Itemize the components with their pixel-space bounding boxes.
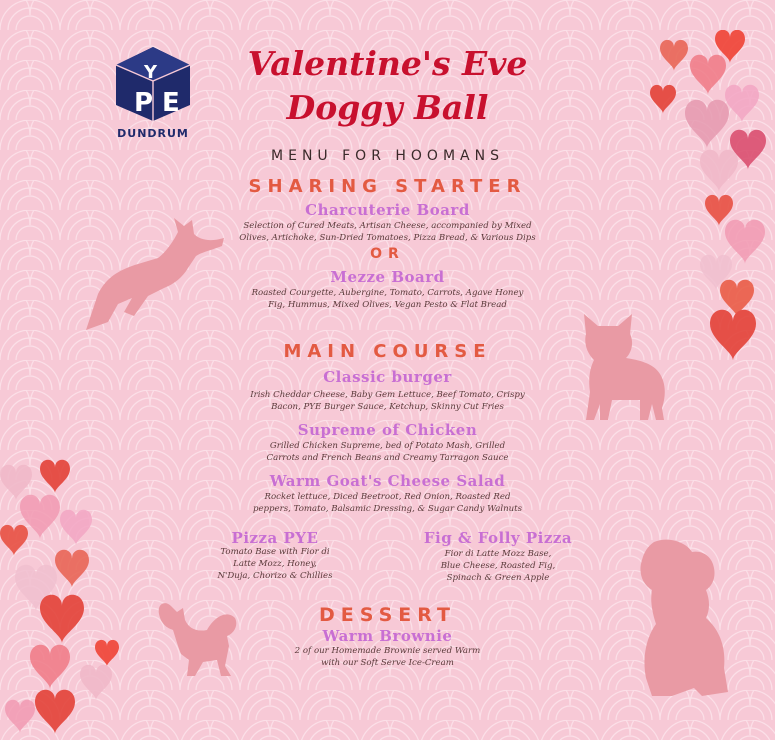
dish-desc-chicken-1: Grilled Chicken Supreme, bed of Potato Mash, Grilled [269, 441, 506, 451]
dish-desc-pizza-pye-2: Latte Mozz, Honey, [233, 559, 317, 569]
dish-desc-fig-folly-3: Spinach & Green Apple [446, 573, 550, 583]
dish-desc-charcuterie-1: Selection of Cured Meats, Artisan Cheese, accompanied by Mixed [243, 221, 532, 231]
logo-location-text: DUNDRUM [117, 127, 189, 140]
dish-desc-charcuterie-2: Olives, Artichoke, Sun-Dried Tomatoes, Pizza Bread, & Various Dips [239, 233, 536, 243]
menu-subtitle: MENU FOR HOOMANS [271, 148, 504, 164]
logo-letter-y: Y [144, 62, 158, 83]
or-divider: OR [370, 246, 405, 262]
dish-desc-pizza-pye-1: Tomato Base with Fior di [220, 547, 330, 557]
dish-name-chicken: Supreme of Chicken [297, 421, 478, 439]
dish-desc-salad-1: Rocket lettuce, Diced Beetroot, Red Onion, Roasted Red [264, 492, 511, 502]
dish-desc-chicken-2: Carrots and French Beans and Creamy Tarragon Sauce [266, 453, 509, 463]
dish-desc-mezze-2: Fig, Hummus, Mixed Olives, Vegan Pesto & Flat Bread [268, 300, 507, 310]
dish-name-fig-folly-pizza: Fig & Folly Pizza [423, 529, 573, 547]
dish-name-burger: Classic burger [323, 368, 452, 386]
dish-name-mezze: Mezze Board [330, 268, 445, 286]
logo-letter-p: P [134, 88, 154, 118]
dish-desc-mezze-1: Roasted Courgette, Aubergine, Tomato, Carrots, Agave Honey [251, 288, 524, 298]
dish-desc-brownie-1: 2 of our Homemade Brownie served Warm [294, 646, 481, 656]
dish-desc-salad-2: peppers, Tomato, Balsamic Dressing, & Sugar Candy Walnuts [252, 504, 523, 514]
dish-desc-fig-folly-1: Fior di Latte Mozz Base, [444, 549, 552, 559]
dish-name-salad: Warm Goat's Cheese Salad [269, 472, 506, 490]
dish-desc-brownie-2: with our Soft Serve Ice-Cream [321, 658, 454, 668]
dish-name-brownie: Warm Brownie [322, 627, 453, 645]
dish-desc-fig-folly-2: Blue Cheese, Roasted Fig, [440, 561, 556, 571]
section-heading-dessert: DESSERT [319, 604, 456, 626]
dish-name-pizza-pye: Pizza PYE [231, 529, 319, 547]
logo-letter-e: E [162, 88, 180, 118]
title-line-1: Valentine's Eve [247, 44, 528, 83]
dish-desc-burger-2: Bacon, PYE Burger Sauce, Ketchup, Skinny Cut Fries [271, 402, 504, 412]
section-heading-starter: SHARING STARTER [248, 176, 527, 197]
dish-desc-burger-1: Irish Cheddar Cheese, Baby Gem Lettuce, Beef Tomato, Crispy [250, 390, 525, 400]
section-heading-main: MAIN COURSE [283, 341, 492, 362]
dish-name-charcuterie: Charcuterie Board [305, 201, 470, 219]
dish-desc-pizza-pye-3: N'Duja, Chorizo & Chillies [217, 571, 333, 581]
title-line-2: Doggy Ball [286, 88, 489, 127]
